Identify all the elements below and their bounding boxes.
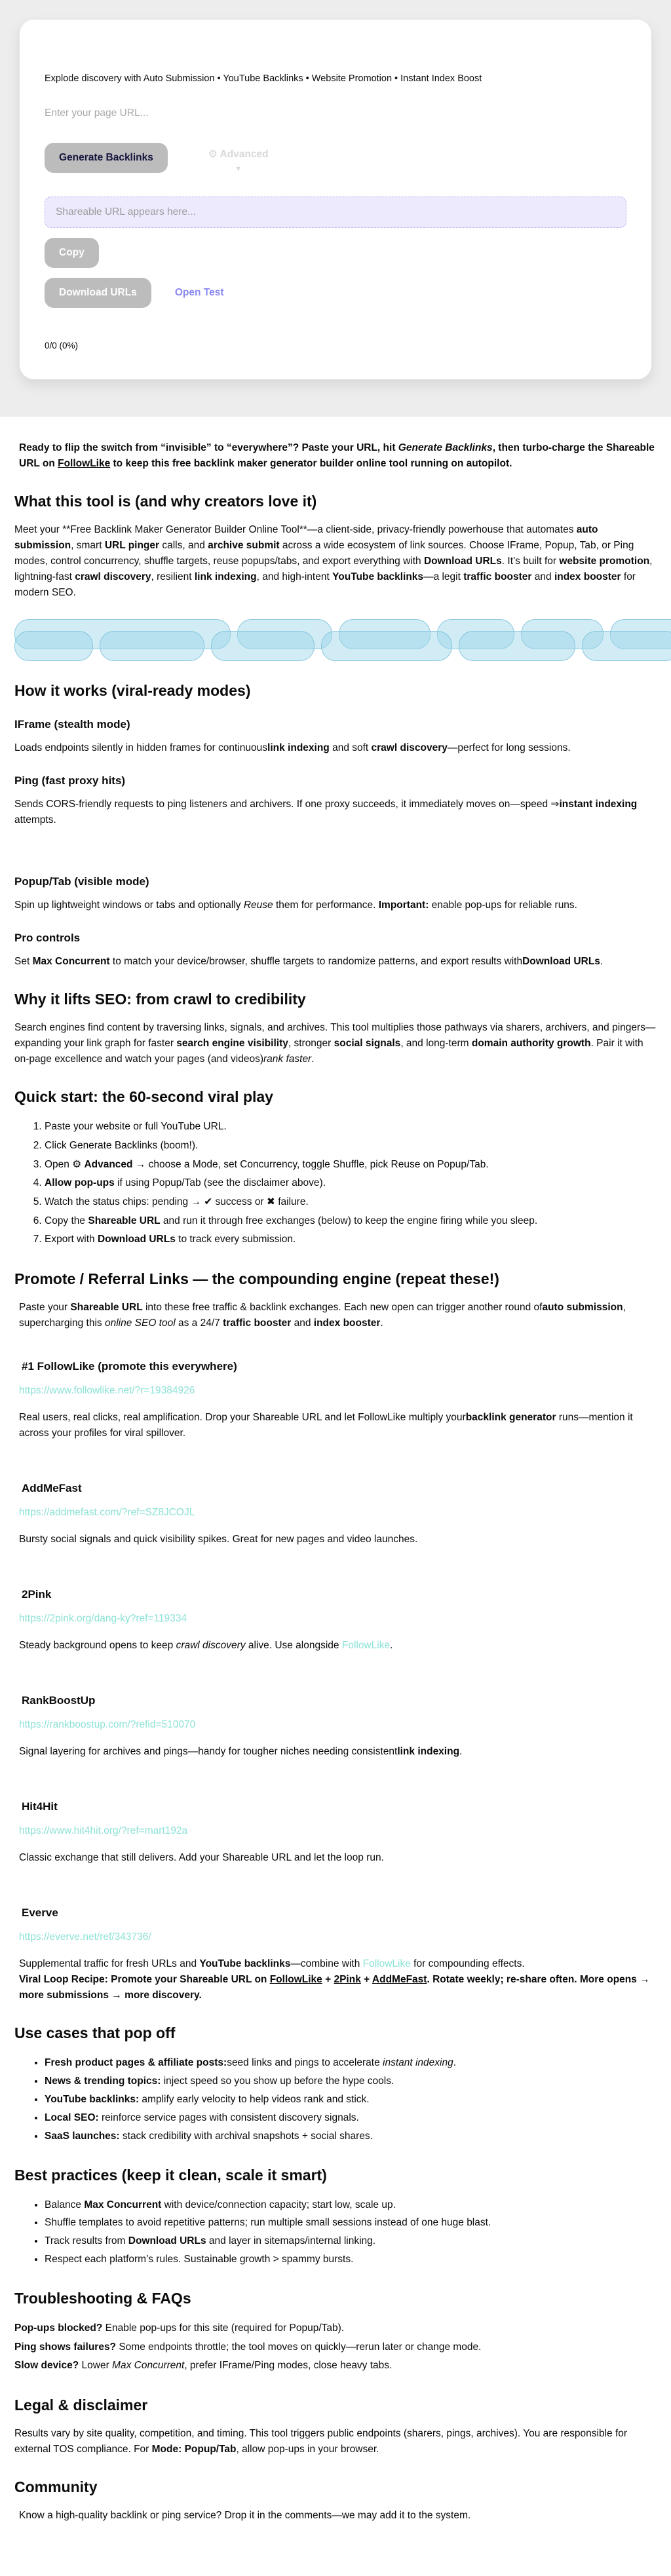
hero-section <box>0 0 671 417</box>
mode-paragraph: Set Max Concurrent to match your device/browser, shuffle targets to randomize patterns, and export results withDownload URLs. <box>14 956 604 968</box>
community-paragraph: Know a high-quality backlink or ping service? Drop it in the comments—we may add it to the system. <box>19 2510 471 2522</box>
exchange-heading: AddMeFast <box>22 1482 82 1494</box>
exchange-description: Real users, real clicks, real amplification. Drop your Shareable URL and let FollowLike multiply yourbacklink generator runs—mention it across your profiles for viral spillover. <box>19 1411 633 1439</box>
mode-heading: Ping (fast proxy hits) <box>14 774 126 787</box>
2pink-referral-link[interactable]: https://2pink.org/dang-ky?ref=119334 <box>19 1613 187 1625</box>
exchange-followlike <box>14 1360 657 1441</box>
backlink-tool-card <box>20 20 651 379</box>
exchange-2pink <box>14 1588 657 1654</box>
download-urls-button[interactable]: Download URLs <box>45 278 151 308</box>
heading-how-it-works: How it works (viral-ready modes) <box>14 682 251 700</box>
feature-chip <box>321 631 452 661</box>
mode-ping <box>14 774 657 828</box>
mode-paragraph: Sends CORS-friendly requests to ping listeners and archivers. If one proxy succeeds, it immediately moves on—speed ⇒instant indexing attempts. <box>14 799 638 826</box>
article-content <box>0 417 671 2576</box>
heading-promote-referral-links: Promote / Referral Links — the compounding engine (repeat these!) <box>14 1270 499 1287</box>
copy-button[interactable]: Copy <box>45 238 99 268</box>
hit4hit-referral-link[interactable]: https://www.hit4hit.org/?ref=mart192a <box>19 1825 188 1837</box>
followlike-recipe-link[interactable]: FollowLike <box>269 1974 322 1986</box>
quick-start-item: 7. Export with Download URLs to track every submission. <box>45 1230 657 1249</box>
tool-controls-row <box>45 143 626 173</box>
advanced-toggle[interactable] <box>208 143 269 173</box>
page-url-input[interactable] <box>45 105 626 122</box>
mode-popup-tab <box>14 875 657 913</box>
heading-best-practices: Best practices (keep it clean, scale it smart) <box>14 2166 327 2184</box>
best-practice-item: • Respect each platform’s rules. Sustainable growth > spammy bursts. <box>45 2250 657 2269</box>
best-practices-list <box>14 2196 657 2269</box>
feature-chip <box>14 631 93 661</box>
intro-paragraph: Ready to flip the switch from “invisible” to “everywhere”? Paste your URL, hit Generate Backlinks, then turbo-charge the Shareable URL on FollowLike to keep this free backlink maker generator builder online tool running on autopilot. <box>19 442 655 470</box>
mode-paragraph: Spin up lightweight windows or tabs and optionally Reuse them for performance. Important: enable pop-ups for reliable runs. <box>14 900 577 911</box>
heading-legal-disclaimer: Legal & disclaimer <box>14 2396 148 2414</box>
use-case-item: • News & trending topics: inject speed so you show up before the hype cools. <box>45 2072 657 2091</box>
feature-chip <box>211 631 315 661</box>
heading-troubleshooting-faqs: Troubleshooting & FAQs <box>14 2290 191 2307</box>
open-test-link[interactable]: Open Test <box>174 287 224 298</box>
tool-tagline: Explode discovery with Auto Submission • YouTube Backlinks • Website Promotion • Instant Index Boost <box>45 73 482 84</box>
faq-line: Pop-ups blocked? Enable pop-ups for this site (required for Popup/Tab). <box>14 2322 345 2334</box>
quick-start-item: 1. Paste your website or full YouTube URL. <box>45 1118 657 1137</box>
exchange-heading: Everve <box>22 1906 58 1920</box>
exchange-description: Signal layering for archives and pings—handy for tougher niches needing consistentlink indexing. <box>19 1746 463 1758</box>
exchange-addmefast <box>14 1482 657 1547</box>
best-practice-item: • Shuffle templates to avoid repetitive patterns; run multiple small sessions instead of one huge blast. <box>45 2214 657 2232</box>
faq-line: Slow device? Lower Max Concurrent, prefer IFrame/Ping modes, close heavy tabs. <box>14 2360 393 2372</box>
exchange-everve <box>14 1906 657 1972</box>
use-case-item: • Local SEO: reinforce service pages with consistent discovery signals. <box>45 2109 657 2127</box>
quick-start-item: 6. Copy the Shareable URL and run it through free exchanges (below) to keep the engine firing while you sleep. <box>45 1212 657 1231</box>
followlike-inline-link[interactable]: FollowLike <box>58 458 111 470</box>
exchange-hit4hit <box>14 1800 657 1866</box>
mode-heading: IFrame (stealth mode) <box>14 718 130 731</box>
2pink-recipe-link[interactable]: 2Pink <box>334 1974 361 1986</box>
heading-what-this-tool-is: What this tool is (and why creators love it) <box>14 493 317 510</box>
why-paragraph: Search engines find content by traversing links, signals, and archives. This tool multiplies those pathways via sharers, archivers, and pingers—expanding your link graph for faster search engine visibility, stronger social signals, and long-term domain authority growth. Pair it with on-page excellence and watch your pages (and videos)rank faster. <box>14 1022 656 1065</box>
everve-referral-link[interactable]: https://everve.net/ref/343736/ <box>19 1931 151 1943</box>
mode-pro-controls <box>14 932 657 970</box>
exchange-heading: 2Pink <box>22 1588 52 1601</box>
heading-why-it-lifts-seo: Why it lifts SEO: from crawl to credibility <box>14 991 306 1008</box>
faq-line: Ping shows failures? Some endpoints throttle; the tool moves on quickly—rerun later or change mode. <box>14 2341 482 2353</box>
chevron-down-icon: ▼ <box>235 165 242 173</box>
gear-icon-advanced-label: ⚙ Advanced <box>208 149 269 160</box>
use-cases-list <box>14 2054 657 2145</box>
quick-start-item: 5. Watch the status chips: pending → ✔ success or ✖ failure. <box>45 1193 657 1212</box>
followlike-mention-link[interactable]: FollowLike <box>362 1958 411 1970</box>
promote-paragraph: Paste your Shareable URL into these free traffic & backlink exchanges. Each new open can trigger another round ofauto submission, supercharging this online SEO tool as a 24/7 traffic booster and index booster. <box>19 1301 626 1329</box>
generate-backlinks-button[interactable]: Generate Backlinks <box>45 143 168 173</box>
exchange-description: Classic exchange that still delivers. Add your Shareable URL and let the loop run. <box>19 1852 384 1864</box>
feature-chip <box>100 631 204 661</box>
quick-start-item: 3. Open ⚙ Advanced → choose a Mode, set Concurrency, toggle Shuffle, pick Reuse on Popup/Tab. <box>45 1156 657 1175</box>
addmefast-recipe-link[interactable]: AddMeFast <box>372 1974 427 1986</box>
exchange-rankboostup <box>14 1694 657 1760</box>
mode-heading: Pro controls <box>14 932 81 945</box>
feature-chip <box>459 631 575 661</box>
exchange-description: Bursty social signals and quick visibility spikes. Great for new pages and video launches. <box>19 1534 418 1545</box>
viral-loop-recipe: Viral Loop Recipe: Promote your Shareable URL on FollowLike + 2Pink + AddMeFast. Rotate weekly; re-share often. More opens → more submissions → more discovery. <box>19 1974 650 2001</box>
mode-heading: Popup/Tab (visible mode) <box>14 875 149 888</box>
legal-paragraph: Results vary by site quality, competition, and timing. This tool triggers public endpoints (sharers, pings, archives). You are responsible for external TOS compliance. For Mode: Popup/Tab, allow pop-ups in your browser. <box>14 2428 628 2455</box>
mode-iframe <box>14 718 657 756</box>
use-case-item: • YouTube backlinks: amplify early velocity to help videos rank and stick. <box>45 2091 657 2109</box>
copy-row <box>45 238 626 268</box>
feature-chips-band <box>14 619 671 661</box>
heading-community: Community <box>14 2478 98 2496</box>
best-practice-item: • Track results from Download URLs and layer in sitemaps/internal linking. <box>45 2232 657 2250</box>
followlike-referral-link[interactable]: https://www.followlike.net/?r=19384926 <box>19 1384 195 1396</box>
exchange-description: Steady background opens to keep crawl discovery alive. Use alongside FollowLike. <box>19 1640 393 1652</box>
what-this-tool-paragraph: Meet your **Free Backlink Maker Generator Builder Online Tool**—a client-side, privacy-friendly powerhouse that automates auto submission, smart URL pinger calls, and archive submit across a wide ecosystem of link sources. Choose IFrame, Popup, Tab, or Ping modes, control concurrency, shuffle targets, reuse popups/tabs, and export everything with Download URLs. It’s built for website promotion, lightning-fast crawl discovery, resilient link indexing, and high-intent YouTube backlinks—a legit traffic booster and index booster for modern SEO. <box>14 524 653 599</box>
exchange-description: Supplemental traffic for fresh URLs and YouTube backlinks—combine with FollowLike for compounding effects. <box>19 1958 525 1970</box>
followlike-mention-link[interactable]: FollowLike <box>341 1640 391 1652</box>
exchange-heading: RankBoostUp <box>22 1694 96 1707</box>
shareable-url-input[interactable] <box>45 197 626 228</box>
use-case-item: • SaaS launches: stack credibility with archival snapshots + social shares. <box>45 2127 657 2146</box>
mode-paragraph: Loads endpoints silently in hidden frames for continuouslink indexing and soft crawl discovery—perfect for long sessions. <box>14 742 571 754</box>
addmefast-referral-link[interactable]: https://addmefast.com/?ref=SZ8JCOJL <box>19 1507 195 1518</box>
quick-start-item: 2. Click Generate Backlinks (boom!). <box>45 1137 657 1156</box>
exchange-heading: #1 FollowLike (promote this everywhere) <box>22 1359 237 1373</box>
best-practice-item: • Balance Max Concurrent with device/connection capacity; start low, scale up. <box>45 2196 657 2214</box>
progress-counter: 0/0 (0%) <box>45 341 79 350</box>
heading-quick-start: Quick start: the 60-second viral play <box>14 1088 273 1106</box>
exchange-heading: Hit4Hit <box>22 1800 58 1813</box>
feature-chip <box>582 631 671 661</box>
quick-start-list <box>14 1118 657 1249</box>
rankboostup-referral-link[interactable]: https://rankboostup.com/?refid=510070 <box>19 1719 196 1731</box>
quick-start-item: 4. Allow pop-ups if using Popup/Tab (see the disclaimer above). <box>45 1174 657 1193</box>
download-row <box>45 278 626 308</box>
use-case-item: • Fresh product pages & affiliate posts:seed links and pings to accelerate instant indexing. <box>45 2054 657 2072</box>
heading-use-cases: Use cases that pop off <box>14 2024 176 2042</box>
